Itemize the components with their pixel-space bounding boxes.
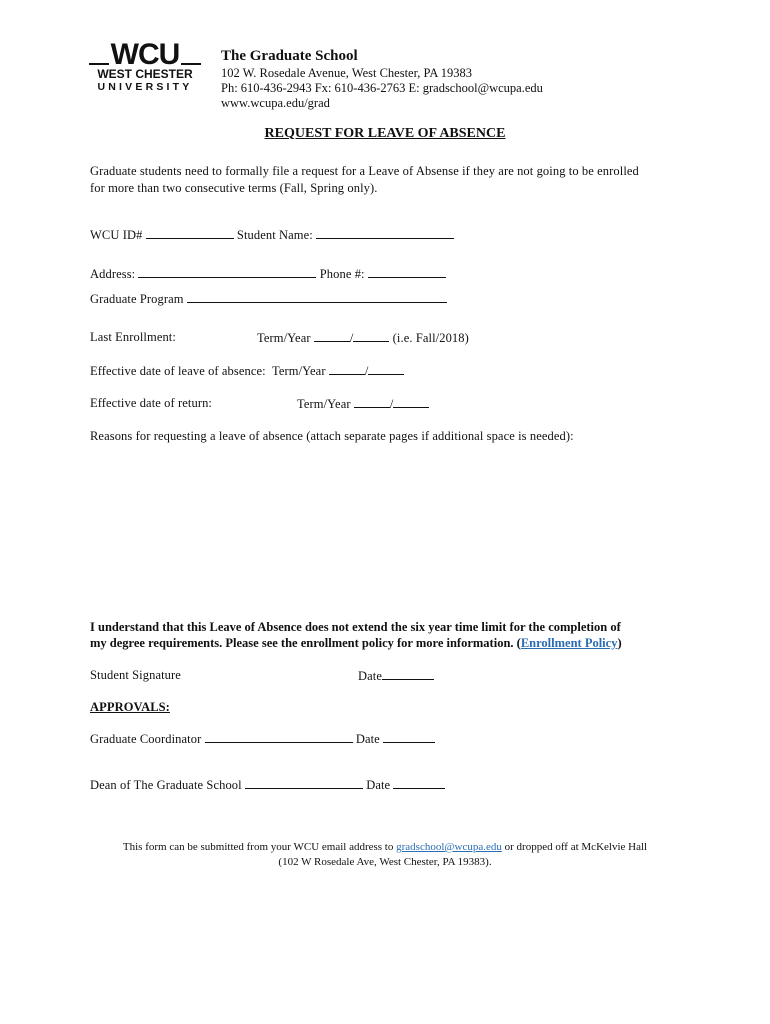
coordinator-row — [90, 731, 435, 747]
notice-line-2 — [90, 636, 622, 651]
effective-leave-slash: / — [364, 364, 369, 378]
address-field[interactable] — [138, 266, 316, 278]
school-address: 102 W. Rosedale Avenue, West Chester, PA 19383 — [221, 66, 473, 80]
reasons-label: Reasons for requesting a leave of absence (attach separate pages if additional space is needed): — [90, 429, 574, 443]
effective-leave-year-field[interactable] — [368, 363, 404, 375]
school-title: The Graduate School — [221, 48, 358, 64]
notice-line-1: I understand that this Leave of Absence does not extend the six year time limit for the completion of — [90, 620, 621, 634]
student-signature-label: Student Signature — [90, 668, 181, 682]
effective-return-slash: / — [389, 397, 394, 411]
wcu-id-label: WCU ID# — [90, 228, 143, 242]
address-phone-row — [90, 266, 446, 282]
student-date-field[interactable] — [382, 668, 434, 680]
dean-signature-field[interactable] — [245, 777, 363, 789]
footer-line-2: (102 W Rosedale Ave, West Chester, PA 19383). — [278, 856, 492, 868]
wcu-logo — [89, 40, 201, 94]
last-enrollment-slash: / — [349, 331, 354, 345]
enrollment-policy-link[interactable]: Enrollment Policy — [520, 636, 618, 650]
student-date-row — [358, 668, 434, 684]
last-enrollment-term-field[interactable] — [314, 330, 350, 342]
last-enrollment-label: Last Enrollment: — [90, 330, 176, 344]
notice-line-2-suffix: ) — [617, 636, 622, 650]
footer-line-1-prefix: This form can be submitted from your WCU email address to — [122, 841, 397, 853]
school-website[interactable]: www.wcupa.edu/grad — [221, 96, 330, 110]
dean-row — [90, 777, 445, 793]
dean-date-field[interactable] — [393, 777, 445, 789]
effective-return-term-field[interactable] — [354, 396, 390, 408]
effective-return-row — [297, 396, 429, 412]
last-enrollment-example: (i.e. Fall/2018) — [392, 331, 469, 345]
student-signature-field[interactable] — [190, 670, 340, 682]
footer-line-1-suffix: or dropped off at McKelvie Hall — [501, 841, 648, 853]
footer-line-1 — [0, 841, 770, 853]
coordinator-signature-field[interactable] — [205, 731, 353, 743]
approvals-heading: APPROVALS: — [90, 700, 170, 714]
last-enrollment-row — [257, 330, 469, 346]
program-field[interactable] — [187, 291, 447, 303]
school-contact: Ph: 610-436-2943 Fx: 610-436-2763 E: gradschool@wcupa.edu — [221, 81, 543, 95]
student-name-field[interactable] — [316, 227, 454, 239]
effective-return-year-field[interactable] — [393, 396, 429, 408]
last-enrollment-year-field[interactable] — [353, 330, 389, 342]
coordinator-date-field[interactable] — [383, 731, 435, 743]
student-date-label: Date — [358, 669, 382, 683]
logo-university-text: UNIVERSITY — [97, 81, 193, 93]
effective-return-term-year-label: Term/Year — [297, 397, 351, 411]
gradschool-email-link[interactable]: gradschool@wcupa.edu — [396, 841, 502, 853]
id-name-row — [90, 227, 454, 243]
logo-west-chester-text: WEST CHESTER — [97, 67, 193, 81]
effective-return-label: Effective date of return: — [90, 396, 213, 410]
effective-leave-term-year-label: Term/Year — [271, 364, 326, 378]
phone-label: Phone #: — [319, 267, 365, 281]
student-name-label: Student Name: — [236, 228, 313, 242]
dean-label: Dean of The Graduate School — [90, 778, 242, 792]
effective-leave-row — [90, 363, 404, 379]
reasons-area[interactable] — [90, 450, 670, 600]
form-title: REQUEST FOR LEAVE OF ABSENCE — [264, 126, 506, 141]
address-label: Address: — [90, 267, 136, 281]
effective-leave-term-field[interactable] — [329, 363, 365, 375]
intro-line-2: for more than two consecutive terms (Fall, Spring only). — [90, 181, 378, 195]
effective-leave-label: Effective date of leave of absence: — [90, 364, 266, 378]
coordinator-label: Graduate Coordinator — [90, 732, 202, 746]
notice-line-2-prefix: my degree requirements. Please see the enrollment policy for more information. ( — [90, 636, 521, 650]
wcu-id-field[interactable] — [146, 227, 234, 239]
coordinator-date-label: Date — [355, 732, 380, 746]
logo-wcu-text: WCU — [110, 38, 180, 71]
program-row — [90, 291, 447, 307]
intro-line-1: Graduate students need to formally file a request for a Leave of Absense if they are not going to be enrolled — [90, 164, 639, 178]
phone-field[interactable] — [368, 266, 446, 278]
program-label: Graduate Program — [90, 292, 184, 306]
dean-date-label: Date — [366, 778, 391, 792]
last-enrollment-term-year-label: Term/Year — [257, 331, 311, 345]
